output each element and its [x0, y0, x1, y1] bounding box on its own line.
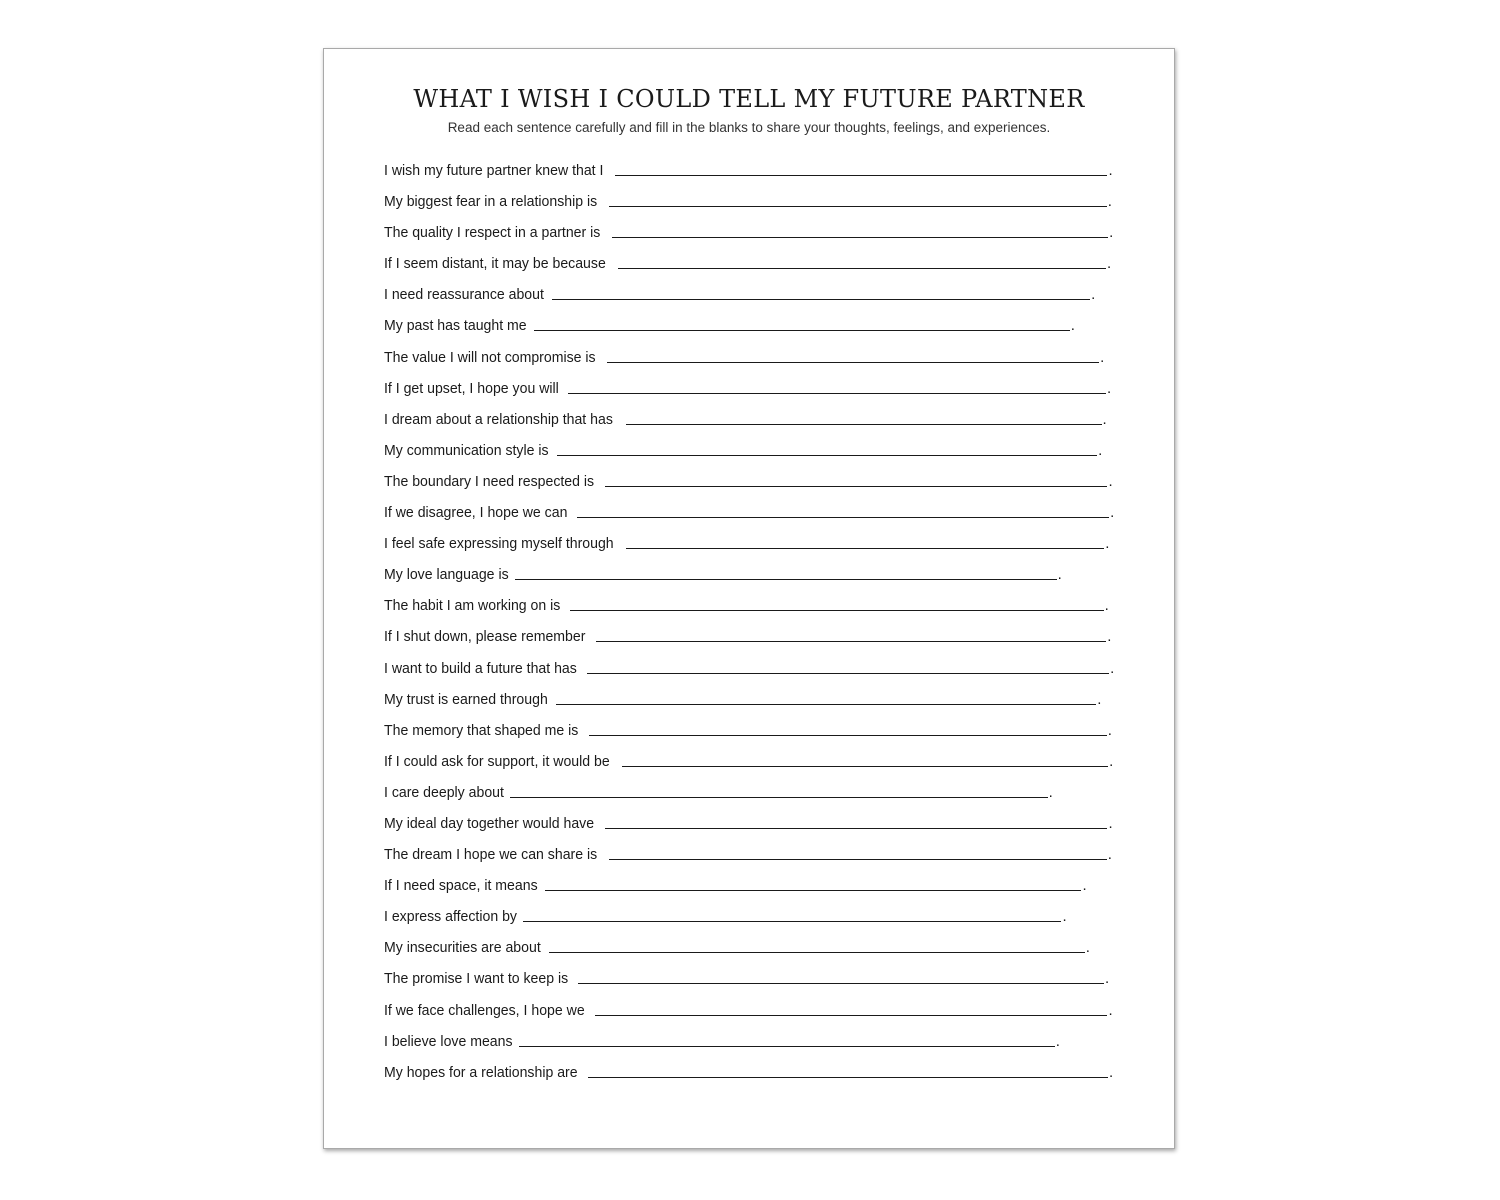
sentence-period: .	[1082, 877, 1087, 895]
prompt-row	[384, 684, 1124, 715]
prompt-row	[384, 404, 1124, 435]
prompt-row	[384, 808, 1124, 839]
answer-blank[interactable]	[626, 536, 1104, 549]
prompt-text: The habit I am working on is	[384, 597, 561, 615]
sentence-period: .	[1110, 659, 1115, 677]
sentence-period: .	[1100, 348, 1105, 366]
prompt-row	[384, 777, 1124, 808]
sentence-period: .	[1104, 970, 1110, 988]
sentence-period: .	[1097, 690, 1102, 708]
answer-blank[interactable]	[622, 754, 1108, 767]
prompt-row	[384, 373, 1124, 404]
prompt-text: I feel safe expressing myself through	[384, 535, 614, 553]
answer-blank[interactable]	[510, 785, 1048, 798]
prompt-text: I believe love means	[384, 1032, 513, 1050]
answer-blank[interactable]	[519, 1034, 1055, 1047]
prompt-text: My past has taught me	[384, 317, 527, 335]
prompt-text: If I shut down, please remember	[384, 628, 586, 646]
prompt-text: If I need space, it means	[384, 877, 538, 895]
sentence-period: .	[1091, 286, 1096, 304]
sentence-period: .	[1106, 379, 1112, 397]
answer-blank[interactable]	[570, 598, 1104, 611]
prompt-text: My biggest fear in a relationship is	[384, 193, 598, 211]
sentence-period: .	[1107, 628, 1112, 646]
prompt-row	[384, 497, 1124, 528]
prompt-text: I express affection by	[384, 908, 517, 926]
answer-blank[interactable]	[587, 661, 1109, 674]
answer-blank[interactable]	[557, 443, 1097, 456]
sentence-period: .	[1109, 224, 1114, 242]
sentence-period: .	[1098, 441, 1103, 459]
sentence-period: .	[1107, 846, 1112, 864]
prompt-text: If I seem distant, it may be because	[384, 255, 606, 273]
prompt-text: If I could ask for support, it would be	[384, 752, 610, 770]
sentence-period: .	[1107, 721, 1112, 739]
prompt-row	[384, 590, 1124, 621]
prompt-row	[384, 715, 1124, 746]
prompt-text: The quality I respect in a partner is	[384, 224, 601, 242]
sentence-period: .	[1107, 193, 1112, 211]
prompt-row	[384, 155, 1124, 186]
answer-blank[interactable]	[615, 163, 1107, 176]
answer-blank[interactable]	[618, 256, 1106, 269]
answer-blank[interactable]	[552, 287, 1090, 300]
sentence-period: .	[1104, 597, 1109, 615]
prompt-row	[384, 279, 1124, 310]
instructions: Read each sentence carefully and fill in the blanks to share your thoughts, feelings, and experiences.	[447, 120, 1051, 135]
answer-blank[interactable]	[605, 816, 1107, 829]
sentence-period: .	[1109, 752, 1114, 770]
answer-blank[interactable]	[556, 692, 1096, 705]
sentence-period: .	[1062, 908, 1067, 926]
prompt-text: If I get upset, I hope you will	[384, 379, 559, 397]
prompt-row	[384, 186, 1124, 217]
sentence-period: .	[1102, 410, 1107, 428]
sentence-period: .	[1085, 939, 1090, 957]
prompt-row	[384, 342, 1124, 373]
prompt-text: If we face challenges, I hope we	[384, 1001, 585, 1019]
answer-blank[interactable]	[588, 1065, 1108, 1078]
prompt-text: My ideal day together would have	[384, 814, 595, 832]
prompt-text: I want to build a future that has	[384, 659, 577, 677]
prompt-row	[384, 901, 1124, 932]
prompt-text: My hopes for a relationship are	[384, 1063, 578, 1081]
prompt-row	[384, 870, 1124, 901]
sentence-period: .	[1108, 1001, 1113, 1019]
sentence-period: .	[1108, 1063, 1114, 1081]
prompt-text: I wish my future partner knew that I	[384, 162, 604, 179]
sentence-period: .	[1055, 1032, 1060, 1050]
prompt-row	[384, 248, 1124, 279]
answer-blank[interactable]	[534, 318, 1070, 331]
prompt-row	[384, 746, 1124, 777]
sentence-period: .	[1070, 317, 1075, 335]
sentence-period: .	[1106, 255, 1112, 273]
prompt-row	[384, 217, 1124, 248]
sentence-period: .	[1048, 783, 1053, 801]
sentence-period: .	[1108, 472, 1113, 490]
answer-blank[interactable]	[545, 878, 1081, 891]
prompt-text: The boundary I need respected is	[384, 472, 595, 490]
answer-blank[interactable]	[523, 909, 1061, 922]
sentence-period: .	[1108, 162, 1113, 179]
prompt-text: My insecurities are about	[384, 939, 541, 957]
answer-blank[interactable]	[609, 194, 1107, 207]
answer-blank[interactable]	[568, 381, 1106, 394]
prompt-row	[384, 559, 1124, 590]
prompt-text: The value I will not compromise is	[384, 348, 596, 366]
page-title: WHAT I WISH I COULD TELL MY FUTURE PARTNER	[413, 85, 1085, 113]
prompt-row	[384, 310, 1124, 341]
prompt-list	[384, 155, 1124, 1088]
sentence-period: .	[1110, 504, 1115, 522]
answer-blank[interactable]	[605, 474, 1107, 487]
answer-blank[interactable]	[549, 940, 1085, 953]
prompt-text: My trust is earned through	[384, 690, 548, 708]
answer-blank[interactable]	[607, 350, 1099, 363]
prompt-text: The promise I want to keep is	[384, 970, 569, 988]
answer-blank[interactable]	[515, 567, 1057, 580]
prompt-row	[384, 621, 1124, 652]
prompt-text: The memory that shaped me is	[384, 721, 579, 739]
prompt-text: I care deeply about	[384, 783, 504, 801]
prompt-text: My communication style is	[384, 441, 549, 459]
answer-blank[interactable]	[595, 1003, 1107, 1016]
sentence-period: .	[1105, 535, 1110, 553]
prompt-row	[384, 995, 1124, 1026]
prompt-text: If we disagree, I hope we can	[384, 504, 568, 522]
answer-blank[interactable]	[596, 629, 1106, 642]
sentence-period: .	[1108, 814, 1113, 832]
prompt-row	[384, 932, 1124, 963]
answer-blank[interactable]	[609, 847, 1107, 860]
prompt-row	[384, 963, 1124, 994]
prompt-row	[384, 435, 1124, 466]
answer-blank[interactable]	[612, 225, 1108, 238]
prompt-text: I need reassurance about	[384, 286, 544, 304]
answer-blank[interactable]	[589, 723, 1107, 736]
prompt-row	[384, 653, 1124, 684]
answer-blank[interactable]	[626, 412, 1102, 425]
prompt-row	[384, 1057, 1124, 1088]
answer-blank[interactable]	[577, 505, 1109, 518]
prompt-row	[384, 839, 1124, 870]
sentence-period: .	[1057, 566, 1062, 584]
prompt-text: I dream about a relationship that has	[384, 410, 613, 428]
prompt-row	[384, 1026, 1124, 1057]
prompt-text: The dream I hope we can share is	[384, 846, 598, 864]
prompt-text: My love language is	[384, 566, 509, 584]
answer-blank[interactable]	[578, 971, 1104, 984]
prompt-row	[384, 528, 1124, 559]
worksheet-page	[323, 48, 1175, 1149]
prompt-row	[384, 466, 1124, 497]
